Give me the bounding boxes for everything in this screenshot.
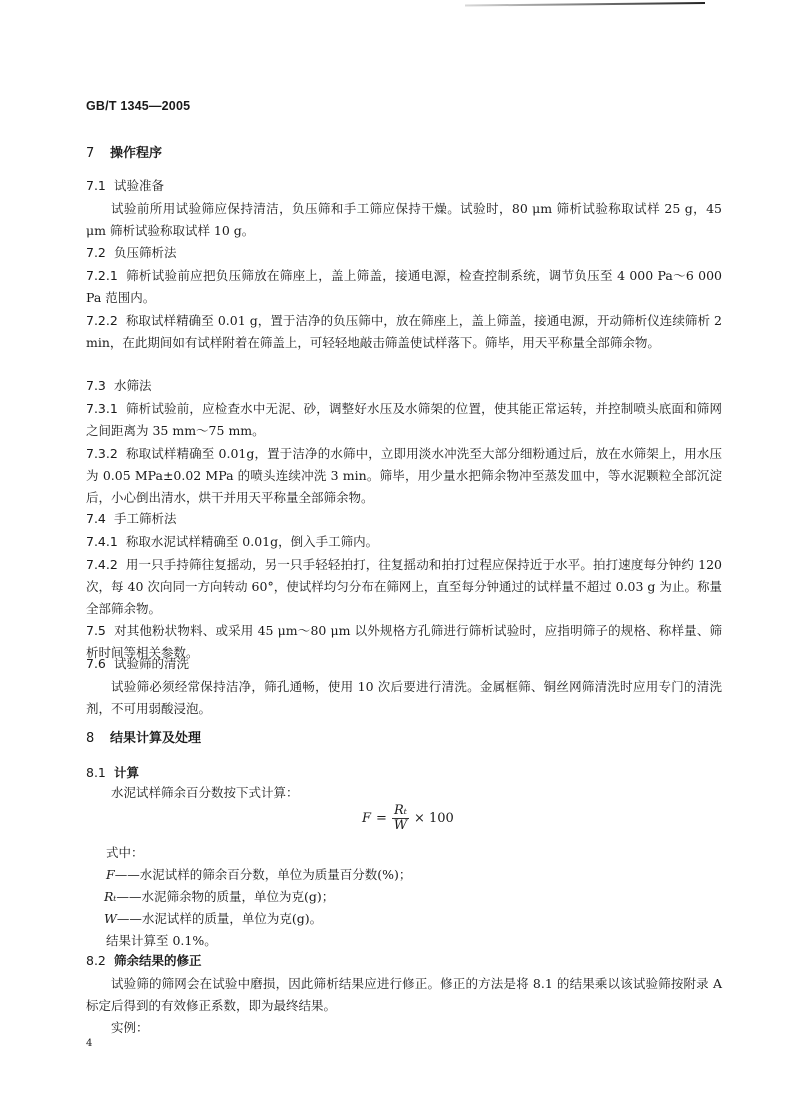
- formula-where: 式中：: [106, 845, 144, 860]
- clause-7-2-heading: [86, 242, 722, 264]
- clause-number: 7.2: [86, 245, 106, 260]
- section-title: 结果计算及处理: [110, 731, 202, 746]
- definition-symbol: Rₜ: [104, 889, 117, 904]
- clause-7-1-text: 试验前所用试验筛应保持清洁，负压筛和手工筛应保持干燥。试验时，80 μm 筛析试验称取试样 25 g，45 μm 筛析试验称取试样 10 g。: [86, 201, 722, 238]
- clause-7-3-heading: [86, 375, 722, 397]
- section-number: 8: [86, 731, 95, 746]
- clause-text: 用一只手持筛往复摇动，另一只手轻轻拍打，往复摇动和拍打过程应保持近于水平。拍打速度每分钟约 120 次，每 40 次向同一方向转动 60°，使试样均匀分布在筛网上，直至每分钟通过的试样量不超过 0.03 g 为止。称量全部筛余物。: [86, 557, 722, 616]
- clause-number: 7.2.1: [86, 268, 118, 283]
- clause-number: 8.2: [86, 953, 106, 968]
- definition-text: ——水泥试样的质量，单位为克(g)。: [116, 911, 323, 926]
- clause-7-4-1: [86, 531, 722, 553]
- clause-title: 手工筛析法: [114, 511, 177, 526]
- clause-number: 7.3.2: [86, 446, 118, 461]
- clause-7-3-2: [86, 443, 722, 509]
- clause-title: 筛余结果的修正: [114, 953, 202, 968]
- clause-number: 7.2.2: [86, 313, 118, 328]
- definition-text: ——水泥筛余物的质量，单位为克(g)；: [116, 889, 335, 904]
- formula-lhs: F: [362, 811, 372, 826]
- scan-edge-line: [465, 2, 705, 7]
- clause-number: 7.3: [86, 378, 106, 393]
- clause-title: 负压筛析法: [114, 245, 177, 260]
- formula-fraction: [392, 804, 409, 833]
- clause-number: 7.4: [86, 511, 106, 526]
- clause-8-1-heading: [86, 762, 722, 784]
- clause-8-2-text: 试验筛的筛网会在试验中磨损，因此筛析结果应进行修正。修正的方法是将 8.1 的结果乘以该试验筛按附录 A 标定后得到的有效修正系数，即为最终结果。: [86, 976, 722, 1013]
- clause-text: 对其他粉状物料、或采用 45 μm～80 μm 以外规格方孔筛进行筛析试验时，应指明筛子的规格、称样量、筛析时间等相关参数。: [86, 623, 722, 660]
- definition-text: ——水泥试样的筛余百分数，单位为质量百分数(%)；: [114, 867, 412, 882]
- definition-symbol: F: [106, 867, 115, 882]
- clause-title: 试验筛的清洗: [114, 656, 190, 671]
- definition-item: [106, 864, 411, 886]
- definition-symbol: W: [104, 911, 117, 926]
- standard-id: GB/T 1345—2005: [86, 99, 191, 113]
- page-number: 4: [86, 1038, 93, 1049]
- clause-7-1-heading: [86, 175, 722, 197]
- section-7-heading: [86, 143, 722, 165]
- definition-item: [104, 908, 322, 930]
- example-label: 实例：: [111, 1020, 149, 1035]
- clause-7-4-2: [86, 554, 722, 620]
- clause-8-2-heading: [86, 950, 722, 972]
- formula-denominator: W: [393, 818, 408, 833]
- clause-title: 计算: [114, 765, 140, 780]
- clause-number: 7.1: [86, 178, 106, 193]
- section-title: 操作程序: [110, 146, 163, 161]
- clause-number: 7.6: [86, 656, 106, 671]
- clause-text: 筛析试验前应把负压筛放在筛座上，盖上筛盖，接通电源，检查控制系统，调节负压至 4 000 Pa～6 000 Pa 范围内。: [86, 268, 722, 305]
- clause-number: 7.5: [86, 623, 106, 638]
- clause-7-6-heading: [86, 653, 722, 675]
- clause-number: 7.4.2: [86, 557, 118, 572]
- formula-intro: 水泥试样筛余百分数按下式计算：: [111, 785, 299, 800]
- formula: [362, 804, 454, 833]
- definition-item: [104, 886, 334, 908]
- clause-7-2-2: [86, 310, 722, 354]
- clause-title: 试验准备: [114, 178, 165, 193]
- clause-7-3-1: [86, 398, 722, 442]
- clause-7-4-heading: [86, 508, 722, 530]
- formula-numerator: Rₜ: [393, 803, 407, 818]
- clause-text: 称取水泥试样精确至 0.01g，倒入手工筛内。: [125, 534, 379, 549]
- clause-7-2-1: [86, 265, 722, 309]
- clause-number: 7.3.1: [86, 401, 118, 416]
- section-8-heading: [86, 728, 722, 750]
- clause-number: 8.1: [86, 765, 106, 780]
- clause-title: 水筛法: [114, 378, 152, 393]
- clause-number: 7.4.1: [86, 534, 118, 549]
- formula-multiplier: × 100: [413, 811, 454, 826]
- clause-7-6-text: 试验筛必须经常保持洁净，筛孔通畅，使用 10 次后要进行清洗。金属框筛、铜丝网筛清洗时应用专门的清洗剂，不可用弱酸浸泡。: [86, 679, 722, 716]
- result-precision: 结果计算至 0.1%。: [106, 933, 217, 948]
- clause-text: 称取试样精确至 0.01 g，置于洁净的负压筛中，放在筛座上，盖上筛盖，接通电源，开动筛析仪连续筛析 2 min，在此期间如有试样附着在筛盖上，可轻轻地敲击筛盖使试样落下。筛毕，用天平称量全部筛余物。: [86, 313, 722, 350]
- section-number: 7: [86, 146, 95, 161]
- clause-text: 筛析试验前，应检查水中无泥、砂，调整好水压及水筛架的位置，使其能正常运转，并控制喷头底面和筛网之间距离为 35 mm～75 mm。: [86, 401, 722, 438]
- formula-equals: =: [376, 811, 387, 826]
- clause-text: 称取试样精确至 0.01g，置于洁净的水筛中，立即用淡水冲洗至大部分细粉通过后，放在水筛架上，用水压为 0.05 MPa±0.02 MPa 的喷头连续冲洗 3 min。筛毕，用少量水把筛余物冲至蒸发皿中，等水泥颗粒全部沉淀后，小心倒出清水，烘干并用天平称量全部筛余物。: [86, 446, 722, 505]
